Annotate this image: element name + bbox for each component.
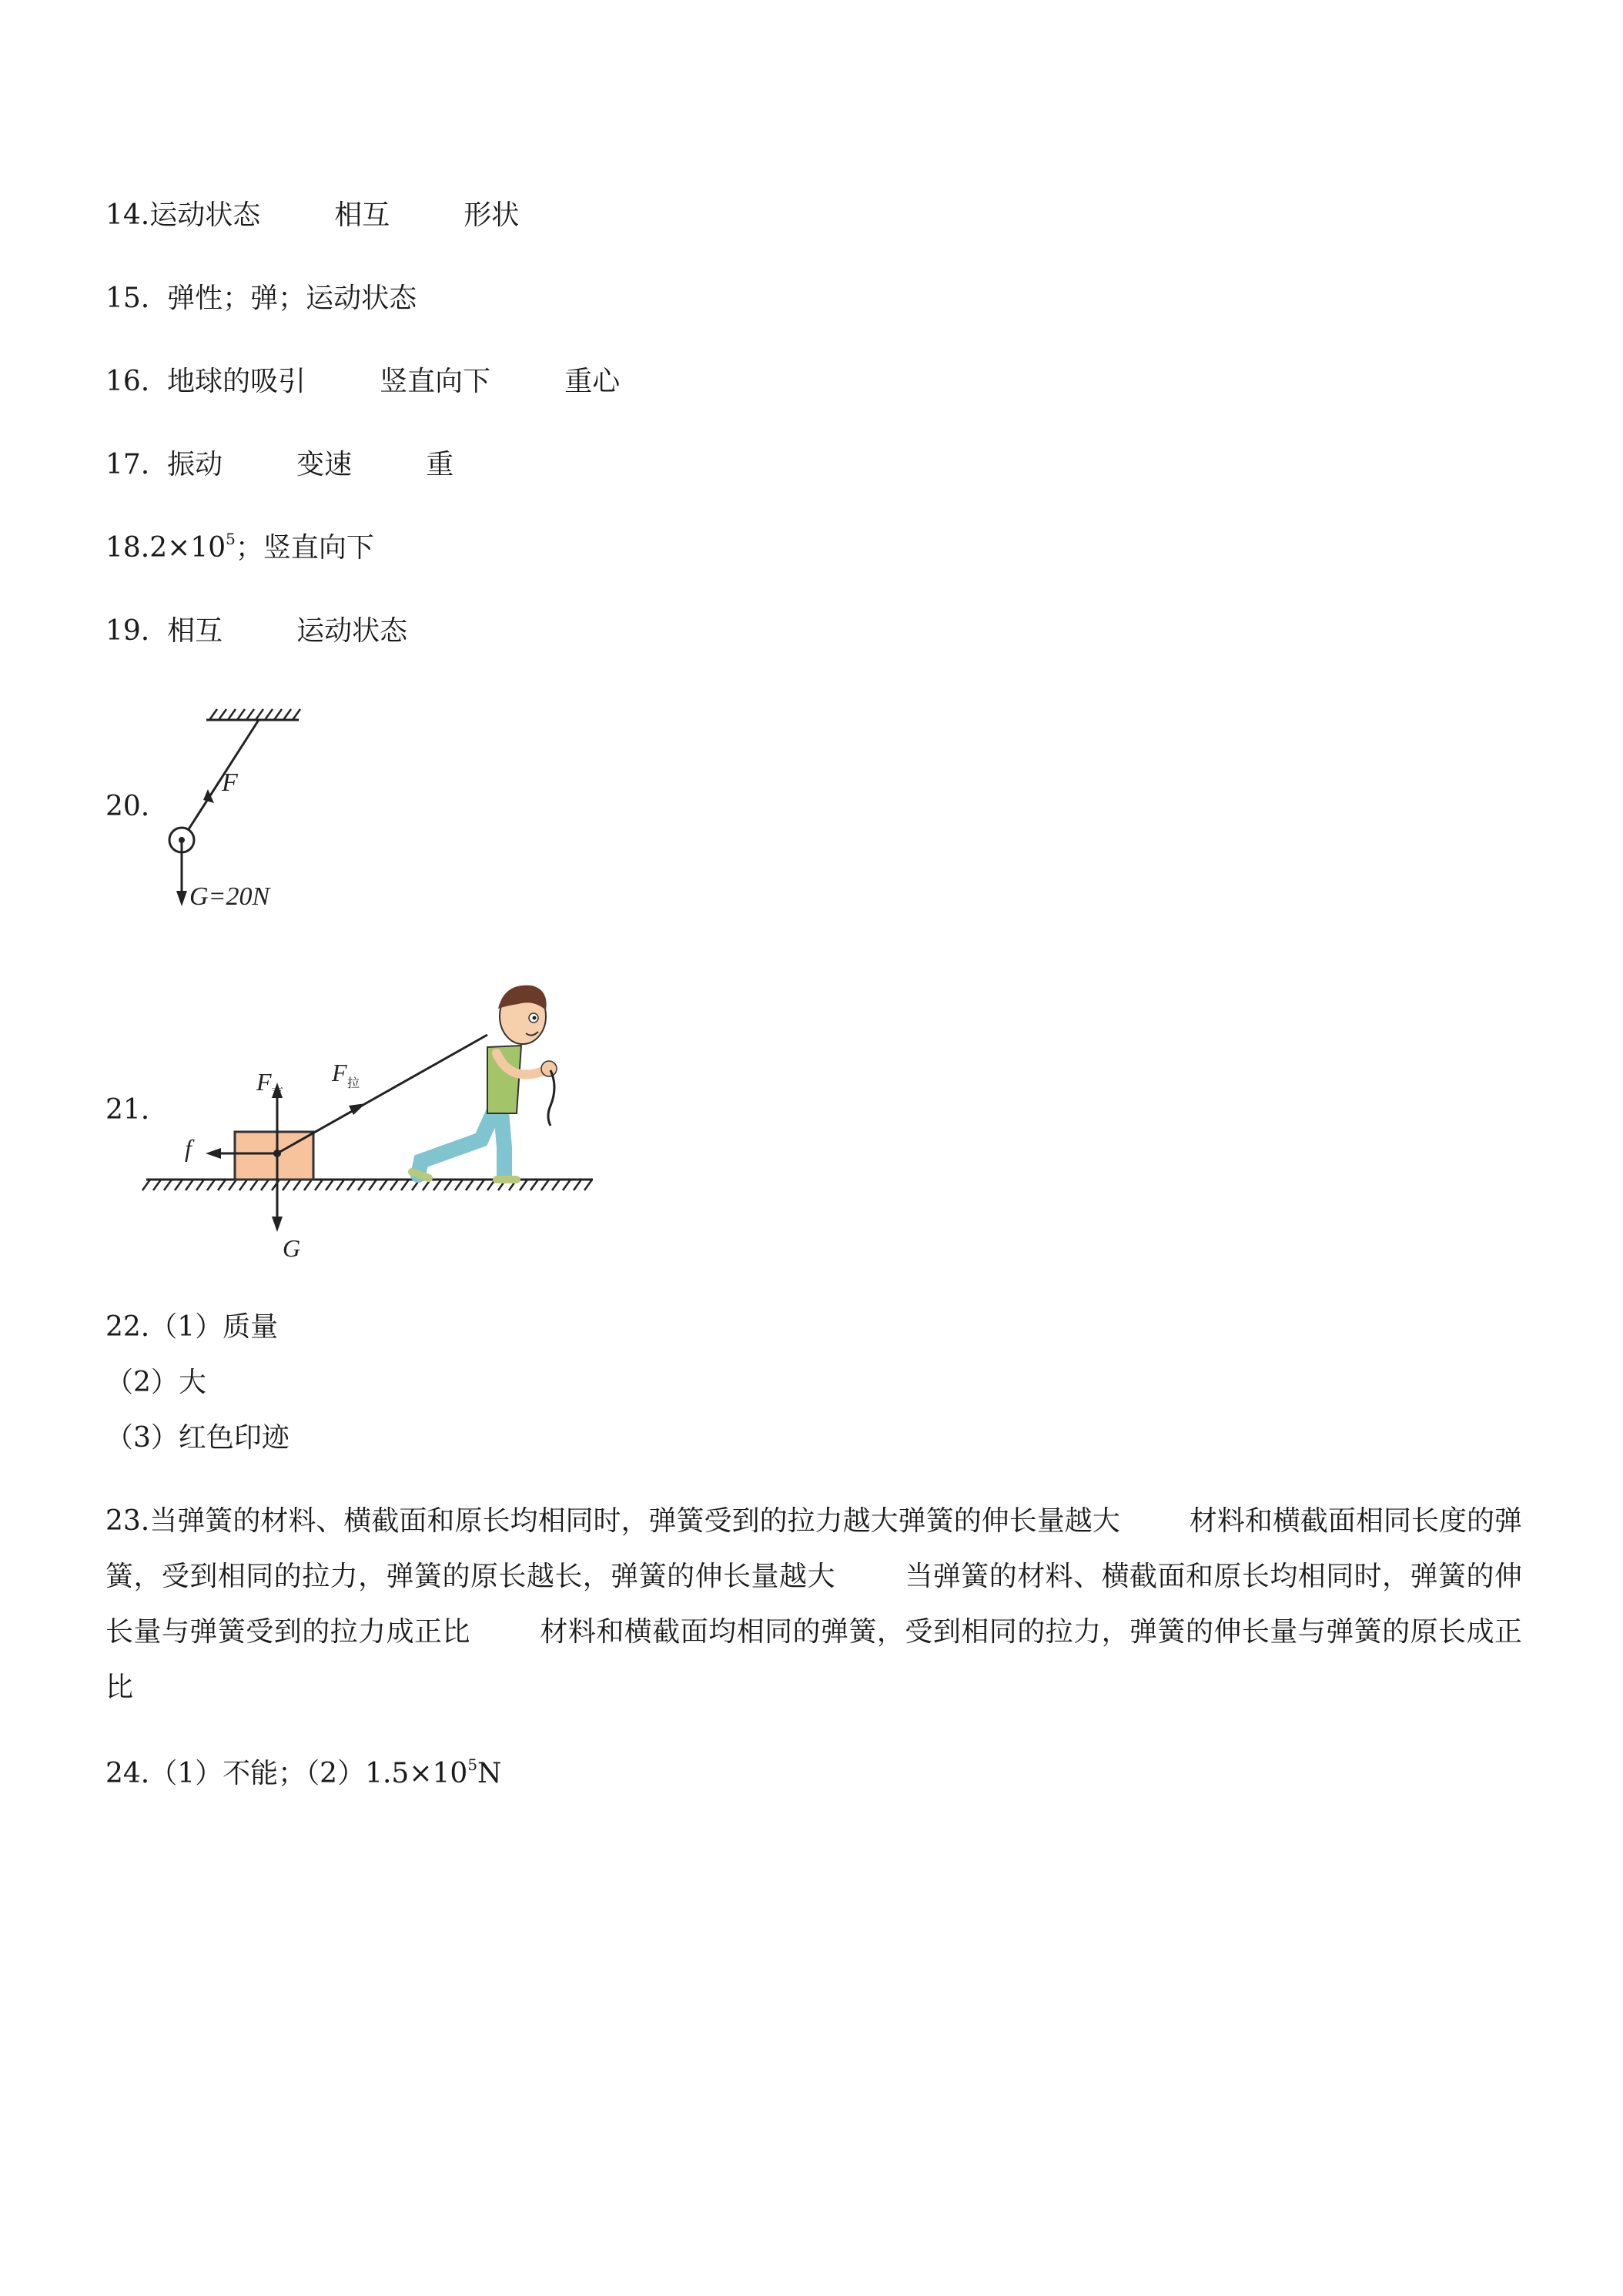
answer-blank: 重 bbox=[426, 449, 454, 480]
answer-blank: 重心 bbox=[564, 366, 621, 397]
answer-blank: 相互 bbox=[334, 199, 390, 231]
answer-number: 15. bbox=[105, 283, 150, 314]
answer-blank: 当弹簧的材料、横截面和原长均相同时，弹簧受到的拉力越大弹簧的伸长量越大 bbox=[149, 1505, 1120, 1537]
answer-blank: 变速 bbox=[296, 449, 353, 480]
answer-number: 21. bbox=[105, 1094, 150, 1126]
support-subscript: 支 bbox=[271, 1085, 284, 1099]
answer-part: （2）大 bbox=[105, 1367, 206, 1398]
answer-blank: 运动状态 bbox=[149, 199, 261, 231]
pull-arrowhead bbox=[349, 1103, 366, 1115]
answer-number: 18. bbox=[105, 532, 150, 564]
answer-part: （1）质量 bbox=[149, 1311, 279, 1343]
block-pull-diagram bbox=[142, 955, 604, 1263]
gravity-label: G bbox=[283, 1234, 301, 1262]
pull-rope bbox=[277, 1035, 487, 1153]
answer-14 bbox=[105, 199, 519, 233]
answer-blank: 当弹簧的材料、横截面和原长均相同时，弹簧的伸长量与弹簧受到的拉力成正比 bbox=[105, 1561, 1522, 1648]
answer-blank: 竖直向下 bbox=[380, 366, 491, 397]
friction-label: f bbox=[185, 1134, 192, 1162]
answer-blank: 材料和横截面均相同的弹簧，受到相同的拉力，弹簧的伸长量与弹簧的原长成正比 bbox=[105, 1616, 1522, 1703]
answer-24 bbox=[105, 1757, 502, 1791]
force-label: F bbox=[222, 768, 238, 797]
answer-22-part-1 bbox=[105, 1310, 278, 1344]
answer-15 bbox=[105, 282, 417, 316]
pull-subscript: 拉 bbox=[347, 1076, 360, 1090]
answer-23 bbox=[105, 1494, 1522, 1715]
answer-20-number bbox=[105, 790, 149, 824]
answer-number: 17. bbox=[105, 449, 150, 480]
support-label: F bbox=[256, 1068, 272, 1096]
answer-part: （3）红色印迹 bbox=[105, 1422, 289, 1454]
ground-hatch bbox=[142, 1180, 592, 1190]
gravity-arrowhead bbox=[176, 891, 187, 906]
answer-number: 23. bbox=[105, 1505, 150, 1537]
ceiling-hatch bbox=[209, 709, 300, 720]
answer-16 bbox=[105, 365, 620, 399]
answer-number: 22. bbox=[105, 1311, 150, 1343]
answer-number: 19. bbox=[105, 615, 150, 647]
answer-text: ；竖直向下 bbox=[235, 532, 374, 564]
string-line bbox=[182, 720, 259, 840]
answer-unit: N bbox=[477, 1758, 502, 1789]
answer-text: 弹性；弹；运动状态 bbox=[167, 283, 417, 314]
answer-blank: 材料和横截面相同长度的弹簧，受到相同的拉力，弹簧的原长越长，弹簧的伸长量越大 bbox=[105, 1505, 1522, 1592]
pendulum-force-diagram bbox=[169, 697, 323, 920]
gravity-arrowhead bbox=[272, 1217, 283, 1232]
pull-label: F bbox=[332, 1059, 347, 1086]
person-illustration bbox=[412, 986, 557, 1180]
answer-blank: 相互 bbox=[167, 615, 223, 647]
answer-22-part-3 bbox=[105, 1421, 289, 1455]
answer-blank: 形状 bbox=[463, 199, 520, 231]
answer-18 bbox=[105, 531, 374, 565]
answer-blank: 地球的吸引 bbox=[167, 366, 306, 397]
answer-number: 24. bbox=[105, 1758, 150, 1789]
answer-exponent: 5 bbox=[467, 1755, 478, 1774]
friction-arrowhead bbox=[206, 1148, 221, 1159]
answer-blank: 运动状态 bbox=[296, 615, 408, 647]
answer-17 bbox=[105, 448, 453, 482]
gravity-label: G=20N bbox=[189, 882, 270, 911]
answer-blank: 振动 bbox=[167, 449, 223, 480]
answer-text: （1）不能；（2） bbox=[149, 1758, 366, 1789]
answer-exponent: 5 bbox=[226, 530, 236, 548]
answer-base: 1.5×10 bbox=[365, 1758, 468, 1789]
answer-number: 20. bbox=[105, 791, 150, 822]
answer-19 bbox=[105, 614, 407, 648]
answer-22-part-2 bbox=[105, 1366, 206, 1400]
answer-number: 14. bbox=[105, 199, 150, 231]
answer-number: 16. bbox=[105, 366, 150, 397]
answer-base: 2×10 bbox=[149, 532, 226, 564]
